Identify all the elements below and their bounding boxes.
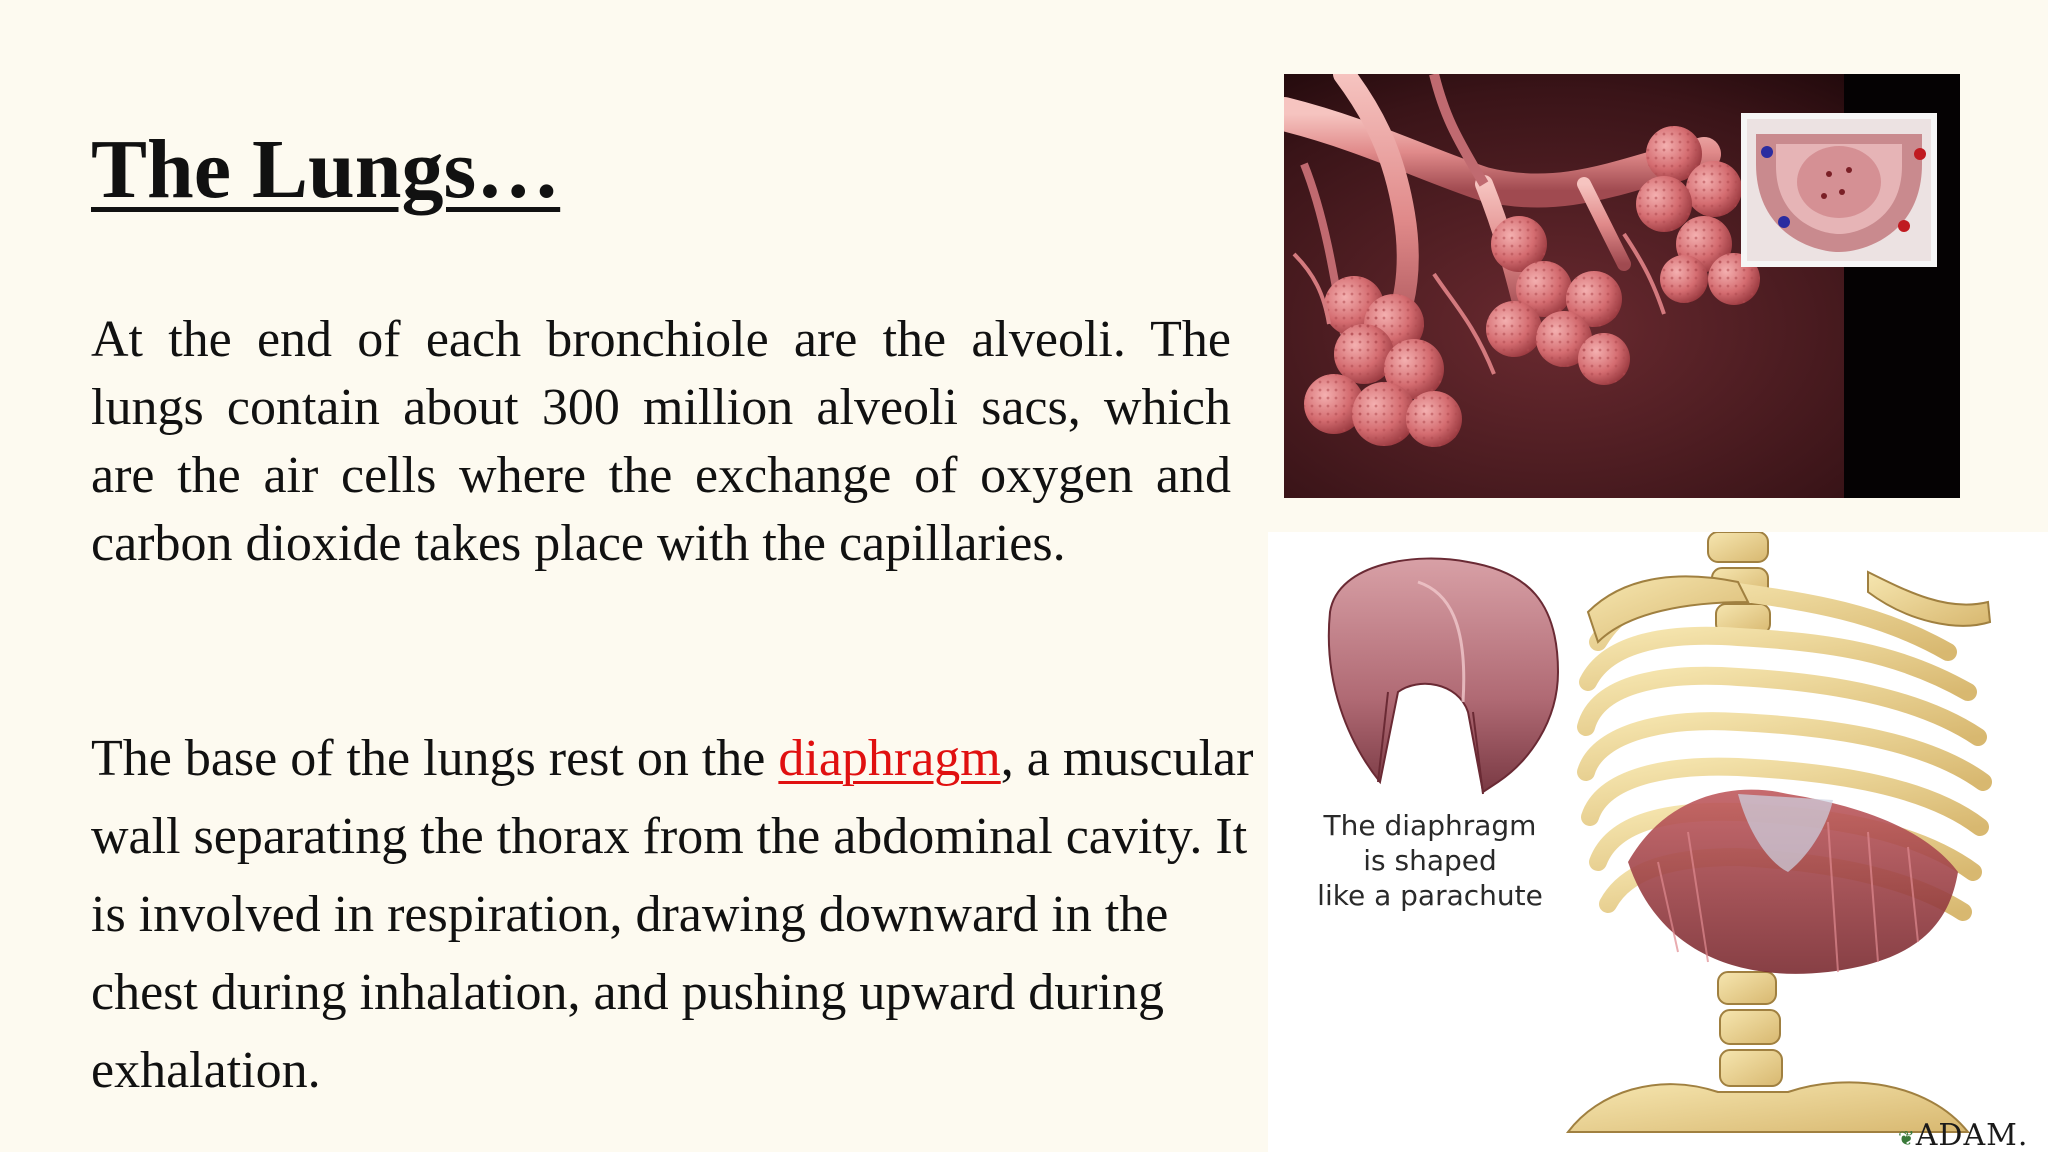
slide-title: The Lungs…: [91, 123, 561, 216]
caption-line-3: like a parachute: [1317, 879, 1543, 912]
adam-logo: [1898, 1118, 2028, 1152]
diaphragm-paragraph-end: , a muscular wall separating the thorax from the abdominal cavity. It is involved in respiration, drawing downward in the chest during inhalation, and pushing upward during exhalation.: [91, 730, 1254, 1099]
diaphragm-paragraph-start: The base of the lungs rest on the: [91, 730, 779, 787]
diaphragm-link[interactable]: diaphragm: [778, 730, 1001, 787]
adam-logo-text: ADAM.: [1915, 1118, 2029, 1152]
diaphragm-caption: [1300, 808, 1560, 913]
alveoli-illustration: [1284, 74, 1960, 498]
caption-line-2: is shaped: [1363, 844, 1497, 877]
diaphragm-paragraph: [91, 720, 1271, 1110]
caption-line-1: The diaphragm: [1323, 809, 1537, 842]
leaf-icon: ❦: [1898, 1126, 1916, 1150]
alveoli-paragraph: At the end of each bronchiole are the alveoli. The lungs contain about 300 million alveoli sacs, which are the air cells where the exchange of oxygen and carbon dioxide takes place with the capillaries.: [91, 311, 1231, 572]
